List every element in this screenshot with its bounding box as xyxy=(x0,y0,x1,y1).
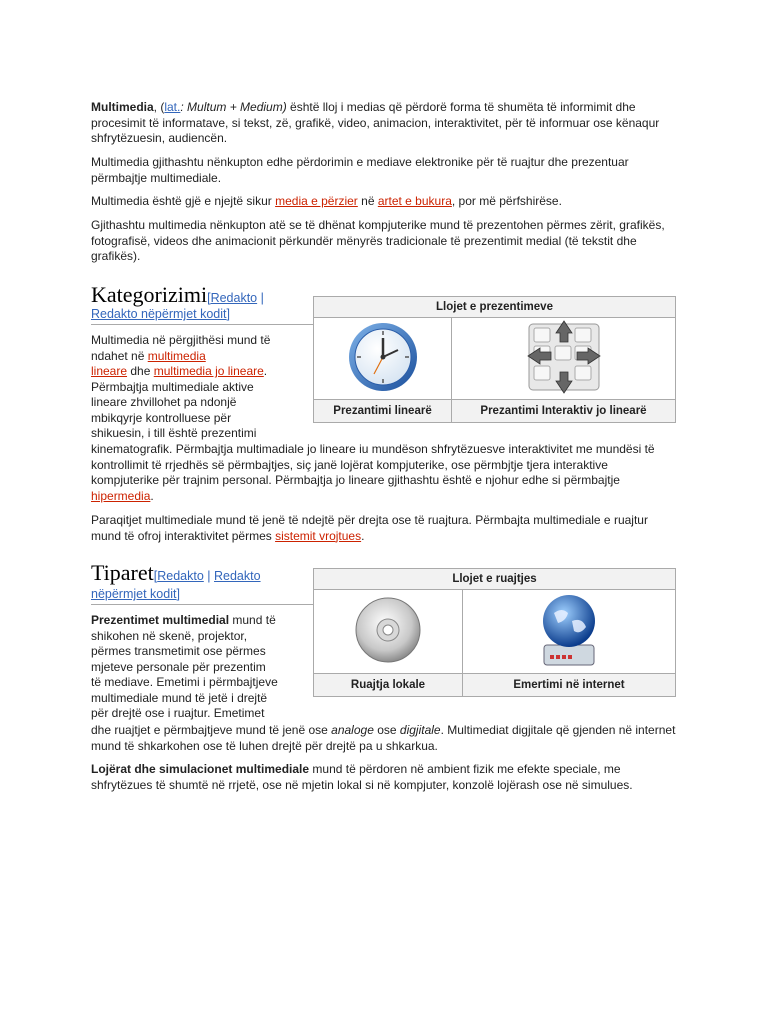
section2-paragraph-2: Lojërat dhe simulacionet multimediale mund të përdoren në ambient fizik me efekte speciale, me shfrytëzues të shumtë në rrjetë, ose në mjetin lokal si në kompjuter, konzolë lojërash ose në simulues. xyxy=(91,762,633,792)
table-image-cell xyxy=(314,318,452,400)
games-term: Lojërat dhe simulacionet multimediale xyxy=(91,762,310,776)
edit-code-link-part1[interactable]: Redakto xyxy=(214,569,261,583)
text-line: ndahet në multimedia xyxy=(91,348,206,363)
multimedia-link[interactable]: multimedia xyxy=(147,348,206,363)
table-caption-internet: Emertimi në internet xyxy=(463,674,676,697)
edit-links: [Redakto | Redakto xyxy=(153,569,261,583)
section-heading-tiparet xyxy=(91,560,261,586)
latin-text: : Multum + Medium) xyxy=(180,100,287,114)
table-image-cell xyxy=(463,590,676,674)
fine-arts-link[interactable]: artet e bukura xyxy=(377,194,452,208)
table-caption-local: Ruajtja lokale xyxy=(314,674,463,697)
edit-code-link-part2[interactable]: nëpërmjet kodit xyxy=(91,587,177,601)
p2-text: Paraqitjet multimediale mund të jenë të ndejtë për drejta ose të ruajtura. Përmbajta multimediale e ruajtur mund të ofroj interaktivitet përmes xyxy=(91,513,648,543)
table-title: Llojet e prezentimeve xyxy=(314,297,676,318)
mixed-media-link[interactable]: media e përzier xyxy=(275,194,358,208)
edit-code-wrapper: nëpërmjet kodit] xyxy=(91,587,180,601)
section1-paragraph-2: Paraqitjet multimediale mund të jenë të ndejtë për drejta ose të ruajtura. Përmbajta multimediale e ruajtur mund të ofroj interaktivitet përmes sistemit vrojtues. xyxy=(91,513,648,543)
intro-term: Multimedia xyxy=(91,100,154,114)
table-image-cell xyxy=(452,318,676,400)
text-line: lineare dhe multimedia jo lineare. xyxy=(91,364,268,378)
text-line: shikuesin, i till është prezentimi xyxy=(91,426,257,440)
p3-text-a: Multimedia është gjë e njejtë sikur xyxy=(91,194,276,208)
p3-text-c: , por më përfshirëse. xyxy=(451,194,562,208)
p3-text-b: në xyxy=(357,194,378,208)
section1-float-text xyxy=(91,333,296,442)
linear-link[interactable]: lineare xyxy=(91,364,128,378)
text-line: multimediale mund të jetë i drejtë xyxy=(91,690,268,705)
table-caption-interactive: Prezantimi Interaktiv jo linearë xyxy=(452,400,676,423)
wide-text: kinematografik. Përmbajtja multimadiale jo lineare iu mundëson shfrytëzuesve interaktivitet me mundësi të kontrollimit të rrjedhës së përmbajtjes, siç janë lojërat kompjuterike, ose përmbjtje tjera interaktive kompjuterike për trajnim personal. Përmbajtja jo lineare gjithashtu është e njohur edhe si përmbajtje xyxy=(91,442,655,487)
text-line: mbikqyrje kontrolluese për xyxy=(91,410,232,425)
observer-system-link[interactable]: sistemit vrojtues xyxy=(275,528,362,543)
intro-paragraph-3 xyxy=(91,194,676,210)
table-caption-linear: Prezantimi linearë xyxy=(314,400,452,423)
section-title: Tiparet xyxy=(91,560,154,585)
edit-link[interactable]: Redakto xyxy=(210,291,258,305)
latin-link[interactable]: lat. xyxy=(164,100,181,114)
text-line: përmes transmetimit ose përmes xyxy=(91,644,266,658)
section1-wide-paragraph: kinematografik. Përmbajtja multimadiale jo lineare iu mundëson shfrytëzuesve interaktivitet me mundësi të kontrollimit të rrjedhës së përmbajtjes, siç janë lojërat kompjuterike, ose përmbjtje tjera interaktive kompjuterike për trajnim personal. Përmbajtja jo lineare gjithashtu është e njohur edhe si përmbajtje hipermedia. xyxy=(91,442,655,503)
text-line: Multimedia në përgjithësi mund të xyxy=(91,333,271,347)
intro-paragraph-4: Gjithashtu multimedia nënkupton atë se të dhënat kompjuterike mund të prezentohen përmes zërit, grafikës, fotografisë, videos dhe animacionit përkundër mënyrës tradicionale të prezentimit medial (të tekstit dhe grafikës). xyxy=(91,218,665,263)
section2-wide-paragraph: dhe ruajtjet e përmbajtjeve mund të jenë ose analoge ose digjitale. Multimediat digjitale që gjenden në internet mund të shkarkohen ose të luhen drejtë për drejtë pa u shkarkua. xyxy=(91,723,676,753)
text-line: Prezentimet multimedial mund të xyxy=(91,613,276,627)
section-title: Kategorizimi xyxy=(91,282,208,307)
storage-types-table xyxy=(313,568,676,697)
text-line: lineare zhvillohet pa ndonjë xyxy=(91,395,237,409)
cd-disc-icon xyxy=(353,595,423,665)
edit-code-link[interactable]: Redakto nëpërmjet kodit xyxy=(91,307,227,321)
text-line: të mediave. Emetimi i përmbajtjeve xyxy=(91,675,278,689)
nonlinear-multimedia-link[interactable]: multimedia jo lineare xyxy=(153,364,264,378)
keyboard-arrows-icon xyxy=(525,318,603,396)
clock-icon xyxy=(346,320,420,394)
globe-server-icon xyxy=(534,591,604,669)
text-line: për drejtë ose i ruajtur. Emetimet xyxy=(91,706,265,720)
analog-term: analoge xyxy=(331,723,374,737)
text-line: Përmbajtja multimediale aktive xyxy=(91,379,254,394)
edit-links: [Redakto | xyxy=(207,291,264,305)
text-line: shikohen në skenë, projektor, xyxy=(91,628,248,643)
presentation-types-table xyxy=(313,296,676,423)
section-heading-kategorizimi xyxy=(91,282,264,308)
text-line: mjeteve personale për prezentim xyxy=(91,659,266,674)
intro-paragraph: Multimedia, (lat.: Multum + Medium) është lloj i medias që përdorë forma të shumëta të informimit dhe procesimit të informatave, si tekst, zë, grafikë, video, animacion, interaktivitet, për të informuar ose kënaqur shfrytëzuesin, audiencën. xyxy=(91,100,660,145)
intro-text: është lloj i medias që përdorë forma të shumëta të informimit dhe procesimit të informatave, si tekst, zë, grafikë, video, animacion, interaktivitet, për të informuar ose kënaqur shfrytëzuesin, audiencën. xyxy=(91,100,660,145)
edit-link[interactable]: Redakto xyxy=(157,569,204,583)
intro-paragraph-2: Multimedia gjithashtu nënkupton edhe përdorimin e mediave elektronike për të ruajtur dhe prezentuar përmbajtje multimediale. xyxy=(91,155,629,185)
hypermedia-link[interactable]: hipermedia xyxy=(91,488,151,503)
table-title: Llojet e ruajtjes xyxy=(314,569,676,590)
section2-float-text xyxy=(91,613,296,722)
edit-code-wrapper: Redakto nëpërmjet kodit] xyxy=(91,307,230,321)
table-image-cell xyxy=(314,590,463,674)
digital-term: digjitale xyxy=(399,723,441,737)
